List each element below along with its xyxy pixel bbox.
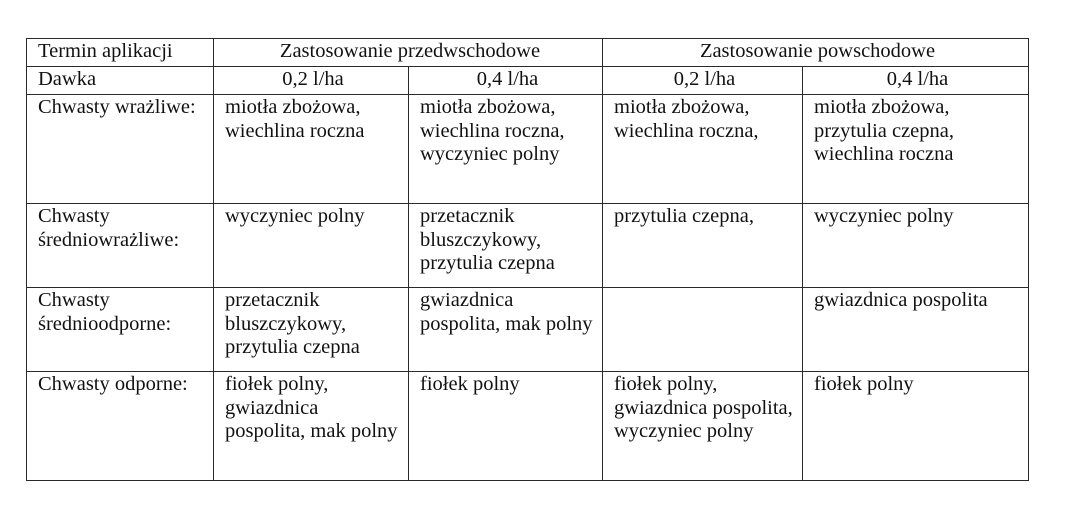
table-row <box>27 288 1029 372</box>
table-cell: wyczyniec polny <box>214 204 409 288</box>
table-row <box>27 95 1029 204</box>
table-cell: wyczyniec polny <box>803 204 1029 288</box>
table-cell <box>603 288 803 372</box>
table-cell: miotła zbożowa, wiechlina roczna <box>214 95 409 204</box>
header-term-cell: Termin aplikacji <box>27 39 214 67</box>
row-label-cell: Chwasty średniowrażliwe: <box>27 204 214 288</box>
dose-cell-post-high: 0,4 l/ha <box>803 67 1029 95</box>
table-row <box>27 372 1029 481</box>
table-cell: gwiazdnica pospolita <box>803 288 1029 372</box>
row-label-cell: Chwasty średnioodporne: <box>27 288 214 372</box>
dose-label-cell: Dawka <box>27 67 214 95</box>
herbicide-table <box>26 38 1029 481</box>
table-cell: fiołek polny, gwiazdnica pospolita, wyczyniec polny <box>603 372 803 481</box>
table-cell: fiołek polny <box>803 372 1029 481</box>
table-cell: przetacznik bluszczykowy, przytulia czepna <box>214 288 409 372</box>
row-label-cell: Chwasty odporne: <box>27 372 214 481</box>
header-pre-emergence-cell: Zastosowanie przedwschodowe <box>214 39 603 67</box>
dose-cell-post-low: 0,2 l/ha <box>603 67 803 95</box>
table-cell: przytulia czepna, <box>603 204 803 288</box>
table-cell: miotła zbożowa, wiechlina roczna, wyczyniec polny <box>409 95 603 204</box>
dose-cell-pre-low: 0,2 l/ha <box>214 67 409 95</box>
table-cell: miotła zbożowa, przytulia czepna, wiechlina roczna <box>803 95 1029 204</box>
header-row <box>27 39 1029 67</box>
table-row <box>27 204 1029 288</box>
dose-cell-pre-high: 0,4 l/ha <box>409 67 603 95</box>
table-cell: przetacznik bluszczykowy, przytulia czepna <box>409 204 603 288</box>
table-cell: gwiazdnica pospolita, mak polny <box>409 288 603 372</box>
header-post-emergence-cell: Zastosowanie powschodowe <box>603 39 1029 67</box>
table-cell: fiołek polny <box>409 372 603 481</box>
table-cell: miotła zbożowa, wiechlina roczna, <box>603 95 803 204</box>
row-label-cell: Chwasty wrażliwe: <box>27 95 214 204</box>
dose-row <box>27 67 1029 95</box>
table-cell: fiołek polny, gwiazdnica pospolita, mak polny <box>214 372 409 481</box>
